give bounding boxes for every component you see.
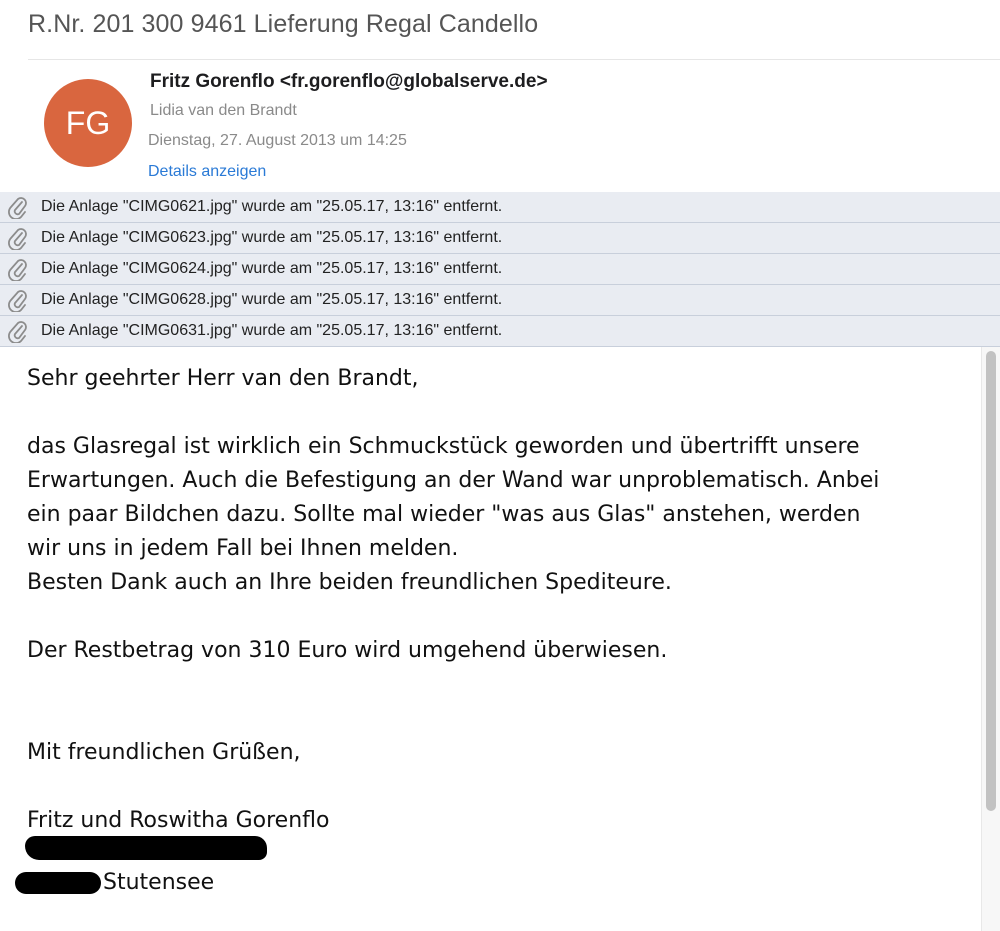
attachment-label: Die Anlage "CIMG0621.jpg" wurde am "25.05.17, 13:16" entfernt. [41, 198, 503, 215]
signature-city: Stutensee [103, 870, 215, 895]
attachment-row[interactable] [0, 223, 1000, 254]
paperclip-icon [8, 195, 28, 219]
closing-line: Mit freundlichen Grüßen, [27, 740, 301, 765]
removed-attachments-list [0, 192, 1000, 347]
sender-address[interactable]: Fritz Gorenflo <fr.gorenflo@globalserve.de> [150, 71, 548, 92]
attachment-row[interactable] [0, 192, 1000, 223]
attachment-row[interactable] [0, 285, 1000, 316]
greeting-line: Sehr geehrter Herr van den Brandt, [27, 366, 419, 391]
sender-avatar [44, 79, 132, 167]
signature-line: Fritz und Roswitha Gorenflo [27, 808, 330, 833]
body-line: Besten Dank auch an Ihre beiden freundlichen Spediteure. [27, 570, 672, 595]
avatar-initials: FG [65, 104, 111, 141]
message-body [27, 362, 967, 838]
attachment-label: Die Anlage "CIMG0623.jpg" wurde am "25.05.17, 13:16" entfernt. [41, 229, 503, 246]
body-line: wir uns in jedem Fall bei Ihnen melden. [27, 536, 459, 561]
attachment-label: Die Anlage "CIMG0631.jpg" wurde am "25.05.17, 13:16" entfernt. [41, 322, 503, 339]
paperclip-icon [8, 288, 28, 312]
attachment-label: Die Anlage "CIMG0624.jpg" wurde am "25.05.17, 13:16" entfernt. [41, 260, 503, 277]
attachment-row[interactable] [0, 254, 1000, 285]
paperclip-icon [8, 319, 28, 343]
recipient[interactable]: Lidia van den Brandt [150, 102, 297, 119]
attachment-row[interactable] [0, 316, 1000, 347]
payment-line: Der Restbetrag von 310 Euro wird umgehend überwiesen. [27, 638, 668, 663]
body-line: ein paar Bildchen dazu. Sollte mal wieder "was aus Glas" anstehen, werden [27, 502, 861, 527]
paperclip-icon [8, 226, 28, 250]
paperclip-icon [8, 257, 28, 281]
header-divider [28, 59, 1000, 60]
email-subject: R.Nr. 201 300 9461 Lieferung Regal Candello [28, 10, 539, 38]
scrollbar-thumb[interactable] [986, 351, 996, 811]
redaction-bar [25, 836, 267, 860]
redaction-bar [15, 872, 101, 894]
body-line: Erwartungen. Auch die Befestigung an der Wand war unproblematisch. Anbei [27, 468, 880, 493]
sent-date: Dienstag, 27. August 2013 um 14:25 [148, 132, 407, 149]
attachment-label: Die Anlage "CIMG0628.jpg" wurde am "25.05.17, 13:16" entfernt. [41, 291, 503, 308]
body-line: das Glasregal ist wirklich ein Schmuckstück geworden und übertrifft unsere [27, 434, 860, 459]
show-details-link[interactable]: Details anzeigen [148, 163, 267, 180]
